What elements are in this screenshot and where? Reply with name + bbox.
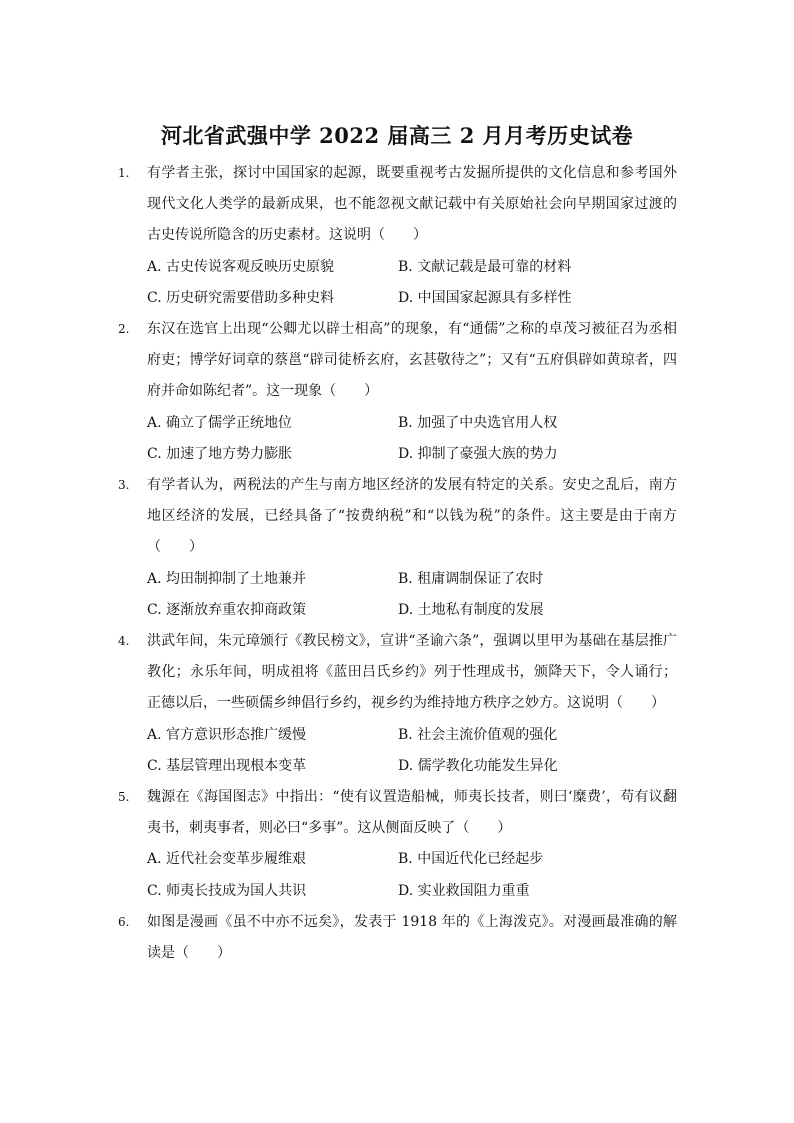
- question-2: [0, 314, 794, 470]
- option-b: B. 加强了中央选官用人权: [398, 414, 558, 431]
- option-group: [147, 720, 677, 782]
- option-d: D. 土地私有制度的发展: [398, 601, 544, 618]
- question-5: [0, 782, 794, 907]
- question-3: [0, 470, 794, 626]
- question-stem: 有学者主张，探讨中国国家的起源，既要重视考古发掘所提供的文化信息和参考国外现代文化人类学的最新成果，也不能忽视文献记载中有关原始社会向早期国家过渡的古史传说所隐含的历史素材。这说明（ ）: [147, 165, 677, 244]
- option-a: A. 确立了儒学正统地位: [147, 414, 293, 431]
- question-stem: 魏源在《海国图志》中指出：“使有议置造船械，师夷长技者，则曰‘糜费’，苟有议翻夷书，刺夷事者，则必曰“多事”。这从侧面反映了（ ）: [147, 788, 677, 837]
- question-4: [0, 626, 794, 782]
- option-group: [147, 564, 677, 626]
- option-c: C. 加速了地方势力膨胀: [147, 445, 293, 462]
- question-number: 1.: [118, 166, 130, 180]
- option-c: C. 历史研究需要借助多种史料: [147, 289, 335, 306]
- question-stem: 有学者认为，两税法的产生与南方地区经济的发展有特定的关系。安史之乱后，南方地区经济的发展，已经具备了“按费纳税”和“以钱为税”的条件。这主要是由于南方（ ）: [147, 476, 677, 556]
- option-a: A. 均田制抑制了土地兼并: [147, 570, 307, 587]
- option-b: B. 文献记载是最可靠的材料: [398, 258, 572, 275]
- question-6: [0, 907, 794, 969]
- option-b: B. 租庸调制保证了农时: [398, 570, 544, 587]
- option-c: C. 师夷长技成为国人共识: [147, 882, 307, 899]
- option-group: [147, 408, 677, 470]
- option-b: B. 社会主流价值观的强化: [398, 726, 558, 743]
- option-c: C. 基层管理出现根本变革: [147, 757, 307, 774]
- question-stem: 洪武年间，朱元璋颁行《教民榜文》，宣讲“圣谕六条”，强调以里甲为基础在基层推广教化；永乐年间，明成祖将《蓝田吕氏乡约》列于性理成书，颁降天下，令人诵行；正德以后，一些硕儒乡绅倡行乡约，视乡约为维持地方秩序之妙方。这说明（ ）: [147, 632, 677, 712]
- option-group: [147, 844, 677, 906]
- option-d: D. 儒学教化功能发生异化: [398, 757, 558, 774]
- option-c: C. 逐渐放弃重农抑商政策: [147, 601, 307, 618]
- option-a: A. 古史传说客观反映历史原貌: [147, 258, 335, 275]
- option-b: B. 中国近代化已经起步: [398, 851, 544, 868]
- question-stem: 如图是漫画《虽不中亦不远矣》，发表于 1918 年的《上海泼克》。对漫画最准确的解读是（ ）: [147, 913, 677, 961]
- option-d: D. 中国国家起源具有多样性: [398, 289, 572, 306]
- option-a: A. 近代社会变革步履维艰: [147, 851, 307, 868]
- question-number: 3.: [118, 477, 130, 492]
- question-1: [0, 158, 794, 314]
- question-number: 5.: [118, 789, 130, 804]
- option-group: [147, 252, 677, 314]
- question-number: 2.: [118, 321, 130, 336]
- question-number: 4.: [118, 633, 130, 648]
- question-list: [0, 158, 794, 969]
- question-stem: 东汉在选官上出现“公卿尤以辟士相高”的现象，有“通儒”之称的卓茂习被征召为丞相府吏；博学好词章的蔡邕“辟司徒桥玄府，玄甚敬待之”；又有“五府俱辟如黄琼者，四府并命如陈纪者”。这一现象（ ）: [147, 320, 677, 400]
- question-number: 6.: [118, 914, 130, 929]
- option-d: D. 实业救国阻力重重: [398, 882, 530, 899]
- option-a: A. 官方意识形态推广缓慢: [147, 726, 307, 743]
- option-d: D. 抑制了豪强大族的势力: [398, 445, 558, 462]
- exam-title: 河北省武强中学 2022 届高三 2 月月考历史试卷: [160, 123, 634, 148]
